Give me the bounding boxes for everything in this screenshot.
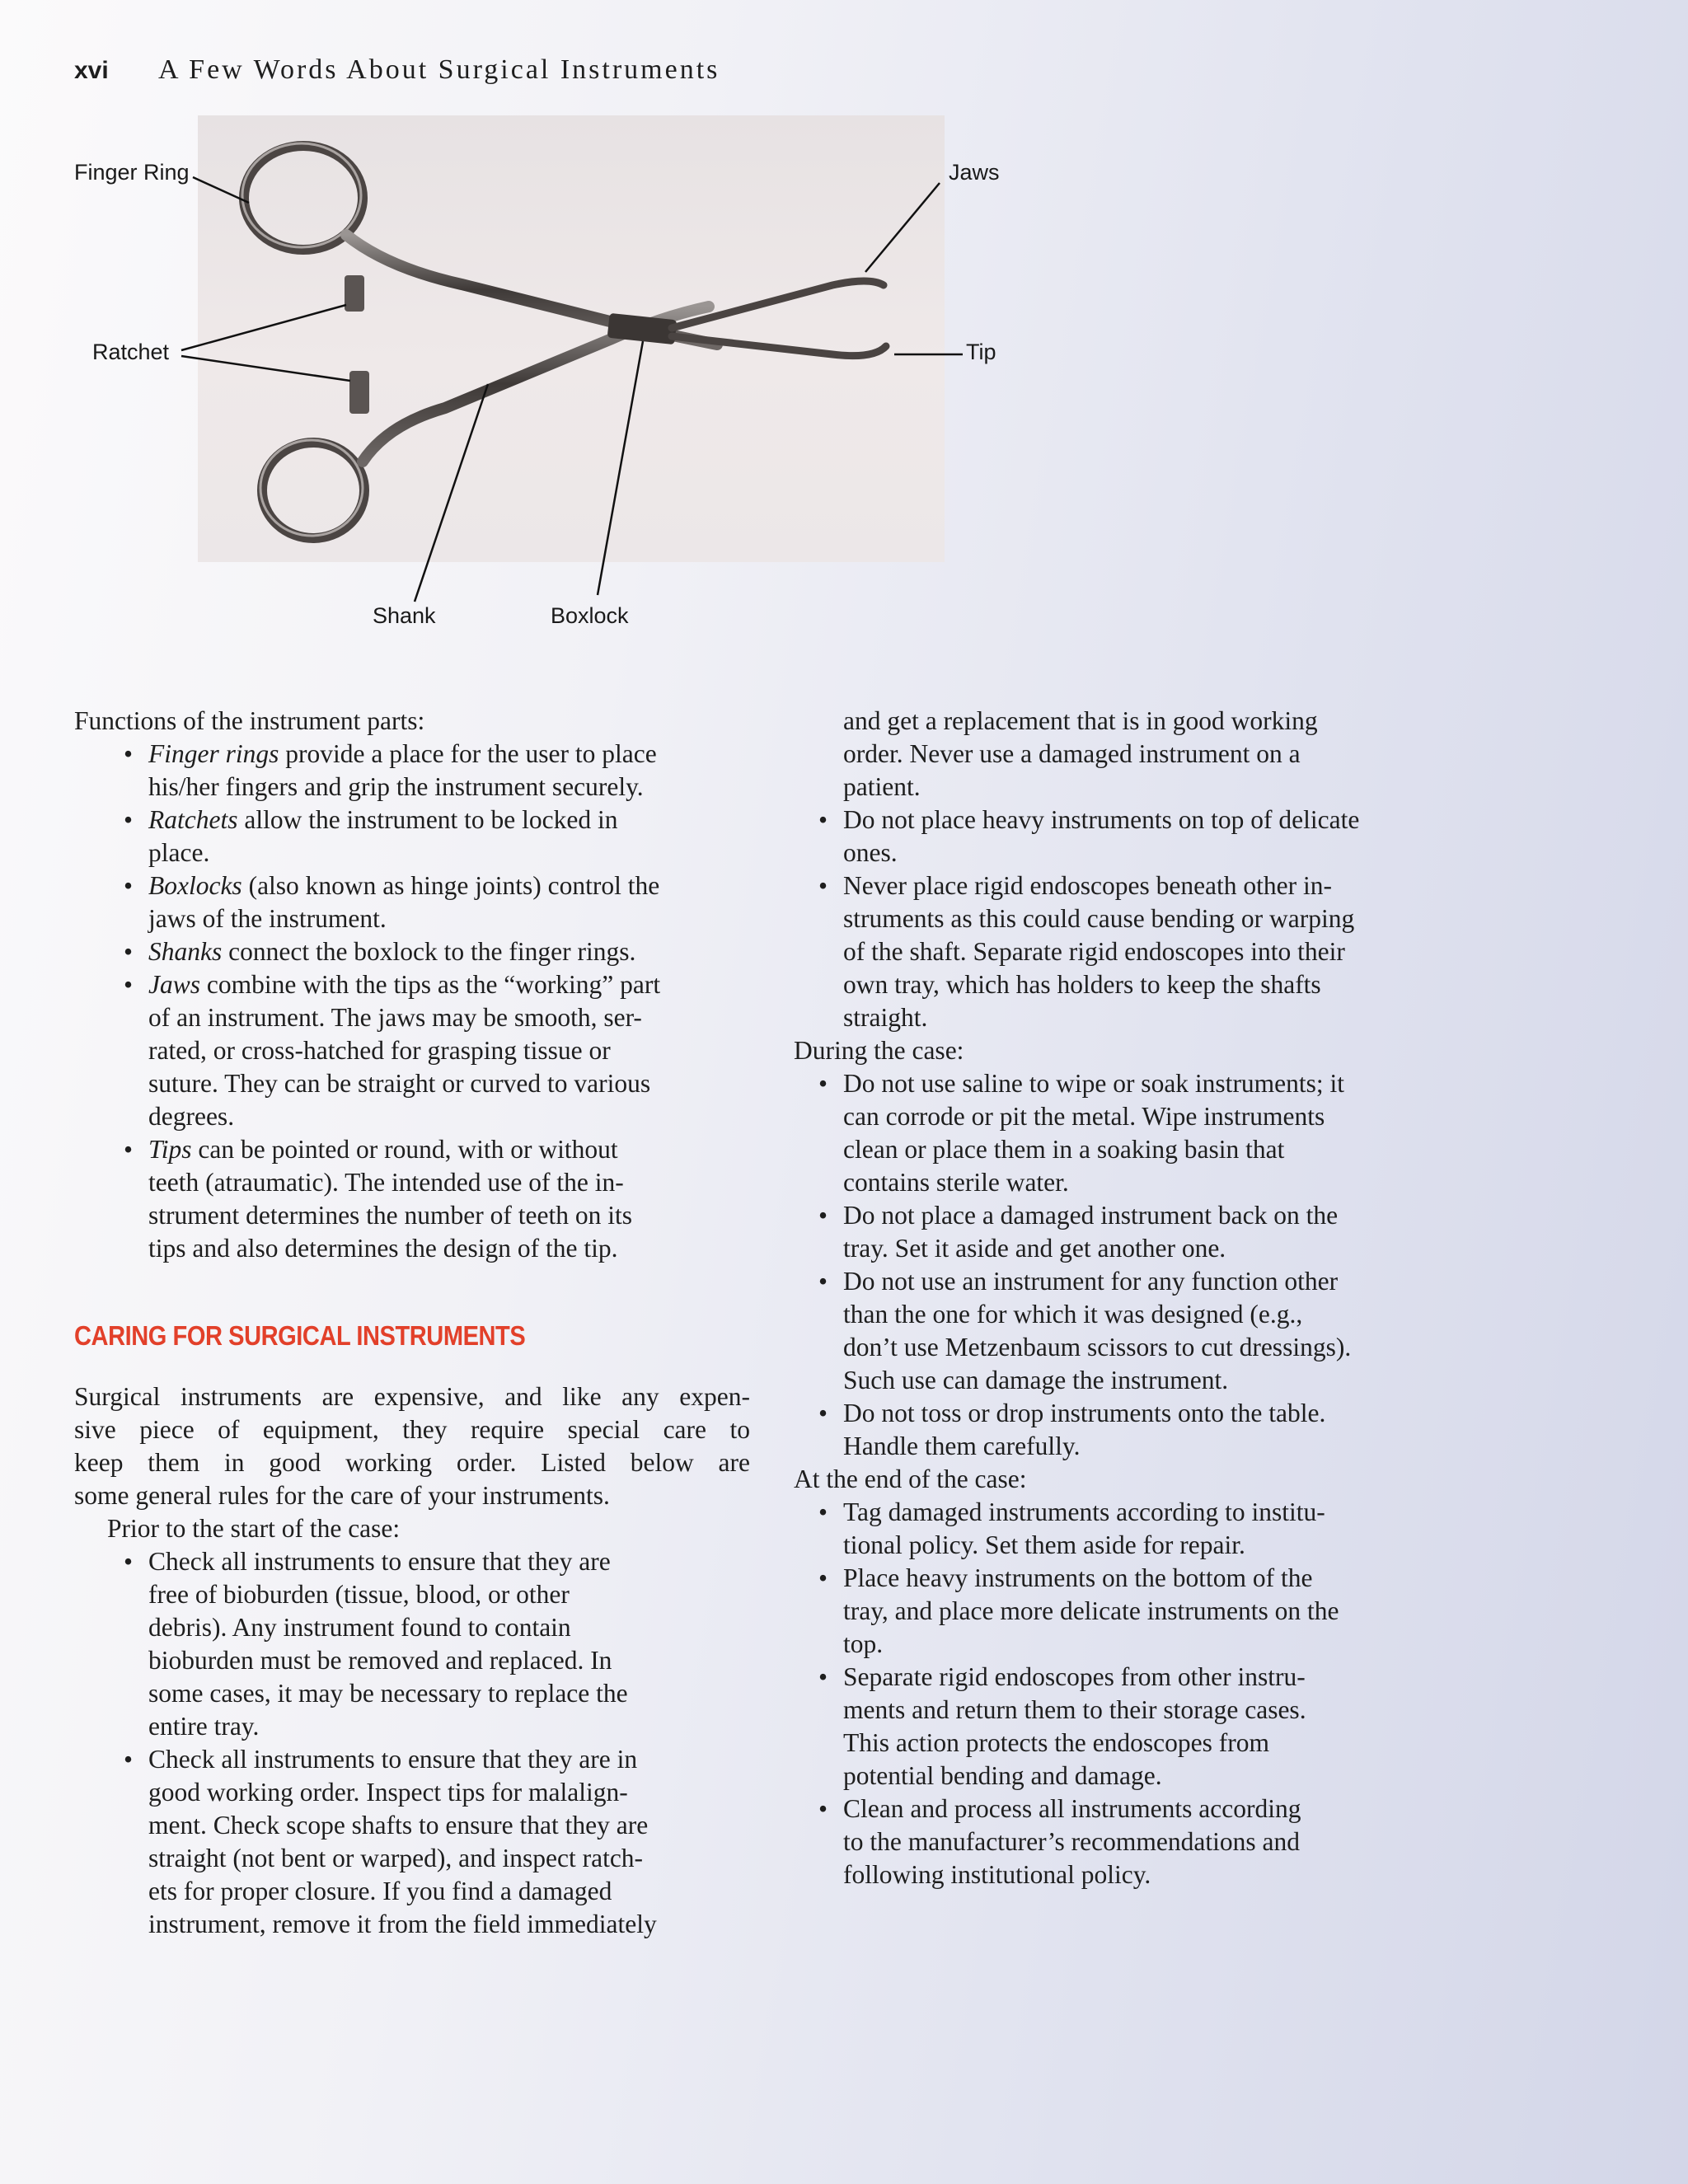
list-text: Place heavy instruments on the bottom of the bbox=[843, 1563, 1313, 1592]
list-text: strument determines the number of teeth on its bbox=[148, 1201, 632, 1230]
list-text: tional policy. Set them aside for repair. bbox=[843, 1530, 1245, 1559]
forceps-photo bbox=[198, 115, 945, 562]
list-text: to the manufacturer’s recommendations and bbox=[843, 1827, 1300, 1856]
left-column bbox=[74, 705, 750, 1941]
label-ratchet: Ratchet bbox=[92, 340, 170, 364]
list-text: Do not place heavy instruments on top of delicate bbox=[843, 805, 1360, 834]
list-text: allow the instrument to be locked in bbox=[237, 805, 618, 834]
list-text: connect the boxlock to the finger rings. bbox=[222, 937, 636, 966]
list-item-separate-endoscopes: • Separate rigid endoscopes from other instru- bbox=[818, 1662, 1306, 1691]
list-text: and get a replacement that is in good working bbox=[843, 706, 1318, 735]
list-text: straight (not bent or warped), and inspect ratch- bbox=[148, 1844, 644, 1872]
list-text: Do not use an instrument for any function other bbox=[843, 1267, 1339, 1296]
list-text: straight. bbox=[843, 1003, 928, 1032]
list-text: (also known as hinge joints) control the bbox=[241, 871, 660, 900]
list-text: his/her fingers and grip the instrument securely. bbox=[148, 772, 644, 801]
list-text: Check all instruments to ensure that they are bbox=[148, 1547, 611, 1576]
subsection-during: During the case: bbox=[794, 1036, 964, 1065]
right-column bbox=[794, 705, 1453, 1891]
list-text: combine with the tips as the “working” part bbox=[200, 970, 661, 999]
list-text: potential bending and damage. bbox=[843, 1761, 1162, 1790]
list-text: ones. bbox=[843, 838, 898, 867]
list-text: ment. Check scope shafts to ensure that they are bbox=[148, 1811, 649, 1840]
paragraph-line: Surgical instruments are expensive, and like any expen- bbox=[74, 1382, 750, 1411]
list-text: tips and also determines the design of the tip. bbox=[148, 1234, 618, 1263]
list-text: Do not use saline to wipe or soak instruments; it bbox=[843, 1069, 1345, 1098]
paragraph-line: keep them in good working order. Listed below are bbox=[74, 1448, 750, 1477]
list-text: free of bioburden (tissue, blood, or other bbox=[148, 1580, 570, 1609]
label-boxlock: Boxlock bbox=[551, 603, 629, 628]
list-text: provide a place for the user to place bbox=[279, 739, 657, 768]
list-item-jaws: • Jaws combine with the tips as the “working” part bbox=[124, 970, 661, 999]
list-item-tag: • Tag damaged instruments according to institu- bbox=[818, 1497, 1325, 1526]
list-text: Separate rigid endoscopes from other instru- bbox=[843, 1662, 1306, 1691]
label-finger-ring: Finger Ring bbox=[74, 160, 190, 185]
list-text: some cases, it may be necessary to replace the bbox=[148, 1679, 628, 1708]
list-text: rated, or cross-hatched for grasping tissue or bbox=[148, 1036, 611, 1065]
list-text: good working order. Inspect tips for malalign- bbox=[148, 1778, 628, 1807]
list-text: Do not place a damaged instrument back on the bbox=[843, 1201, 1339, 1230]
list-text: jaws of the instrument. bbox=[148, 904, 387, 933]
list-item-boxlocks: • Boxlocks (also known as hinge joints) control the bbox=[124, 871, 660, 900]
label-shank: Shank bbox=[373, 603, 436, 628]
list-text: teeth (atraumatic). The intended use of the in- bbox=[148, 1168, 624, 1197]
running-title: A Few Words About Surgical Instruments bbox=[158, 54, 720, 85]
term-shanks: Shanks bbox=[148, 937, 223, 966]
list-text: can corrode or pit the metal. Wipe instruments bbox=[843, 1102, 1325, 1131]
list-text: tray. Set it aside and get another one. bbox=[843, 1234, 1226, 1263]
list-item-finger-rings: • Finger rings provide a place for the user to place bbox=[124, 739, 657, 768]
list-text: place. bbox=[148, 838, 210, 867]
list-text: own tray, which has holders to keep the shafts bbox=[843, 970, 1321, 999]
list-item-heavy-instruments: • Do not place heavy instruments on top of delicate bbox=[818, 805, 1360, 834]
list-text: Such use can damage the instrument. bbox=[843, 1366, 1229, 1394]
list-text: tray, and place more delicate instruments on the bbox=[843, 1596, 1339, 1625]
list-text: order. Never use a damaged instrument on a bbox=[843, 739, 1301, 768]
list-text: clean or place them in a soaking basin that bbox=[843, 1135, 1285, 1164]
page-number: xvi bbox=[74, 57, 109, 84]
list-item-function: • Do not use an instrument for any function other bbox=[818, 1267, 1339, 1296]
term-tips: Tips bbox=[148, 1135, 192, 1164]
list-item-ratchets: • Ratchets allow the instrument to be locked in bbox=[124, 805, 618, 834]
list-text: degrees. bbox=[148, 1102, 235, 1131]
list-item-working-order: • Check all instruments to ensure that they are in bbox=[124, 1745, 638, 1774]
list-text: struments as this could cause bending or warping bbox=[843, 904, 1355, 933]
list-text: Never place rigid endoscopes beneath other in- bbox=[843, 871, 1333, 900]
list-text: following institutional policy. bbox=[843, 1860, 1151, 1889]
list-text: Check all instruments to ensure that they are in bbox=[148, 1745, 638, 1774]
list-text: contains sterile water. bbox=[843, 1168, 1069, 1197]
list-text: Tag damaged instruments according to institu- bbox=[843, 1497, 1325, 1526]
list-text: debris). Any instrument found to contain bbox=[148, 1613, 571, 1642]
list-item-saline: • Do not use saline to wipe or soak instruments; it bbox=[818, 1069, 1345, 1098]
list-text: ments and return them to their storage cases. bbox=[843, 1695, 1306, 1724]
list-text: This action protects the endoscopes from bbox=[843, 1728, 1269, 1757]
list-text: bioburden must be removed and replaced. In bbox=[148, 1646, 612, 1675]
list-text: patient. bbox=[843, 772, 921, 801]
list-item-place-heavy: • Place heavy instruments on the bottom of the bbox=[818, 1563, 1313, 1592]
list-text: can be pointed or round, with or without bbox=[191, 1135, 618, 1164]
subsection-end: At the end of the case: bbox=[794, 1465, 1027, 1493]
page-header bbox=[74, 54, 720, 96]
term-ratchets: Ratchets bbox=[148, 805, 238, 834]
list-text: ets for proper closure. If you find a damaged bbox=[148, 1877, 612, 1905]
list-item-tips: • Tips can be pointed or round, with or without bbox=[124, 1135, 618, 1164]
list-text: Clean and process all instruments according bbox=[843, 1794, 1301, 1823]
section-heading: CARING FOR SURGICAL INSTRUMENTS bbox=[74, 1320, 526, 1351]
functions-intro: Functions of the instrument parts: bbox=[74, 706, 425, 735]
list-text: than the one for which it was designed (e.g., bbox=[843, 1300, 1303, 1329]
list-text: suture. They can be straight or curved to various bbox=[148, 1069, 651, 1098]
paragraph-line: some general rules for the care of your instruments. bbox=[74, 1481, 610, 1510]
paragraph-line: sive piece of equipment, they require special care to bbox=[74, 1415, 750, 1444]
list-text: instrument, remove it from the field immediately bbox=[148, 1910, 657, 1938]
list-text: don’t use Metzenbaum scissors to cut dressings). bbox=[843, 1333, 1352, 1361]
list-text: of an instrument. The jaws may be smooth, ser- bbox=[148, 1003, 642, 1032]
list-item-toss: • Do not toss or drop instruments onto the table. bbox=[818, 1399, 1326, 1427]
list-item-damaged-instrument: • Do not place a damaged instrument back on the bbox=[818, 1201, 1339, 1230]
term-boxlocks: Boxlocks bbox=[148, 871, 242, 900]
list-item-shanks: • Shanks connect the boxlock to the finger rings. bbox=[124, 937, 636, 966]
list-item-rigid-endoscopes: • Never place rigid endoscopes beneath other in- bbox=[818, 871, 1333, 900]
label-jaws: Jaws bbox=[949, 160, 1000, 185]
list-text: Do not toss or drop instruments onto the table. bbox=[843, 1399, 1326, 1427]
list-text: top. bbox=[843, 1629, 884, 1658]
list-text: of the shaft. Separate rigid endoscopes into their bbox=[843, 937, 1345, 966]
term-jaws: Jaws bbox=[148, 970, 200, 999]
list-item-bioburden: • Check all instruments to ensure that they are bbox=[124, 1547, 611, 1576]
list-text: entire tray. bbox=[148, 1712, 260, 1741]
list-text: Handle them carefully. bbox=[843, 1432, 1081, 1460]
subsection-prior: Prior to the start of the case: bbox=[107, 1514, 401, 1543]
list-item-clean-process: • Clean and process all instruments according bbox=[818, 1794, 1301, 1823]
term-finger-rings: Finger rings bbox=[148, 739, 279, 768]
label-tip: Tip bbox=[966, 340, 996, 364]
